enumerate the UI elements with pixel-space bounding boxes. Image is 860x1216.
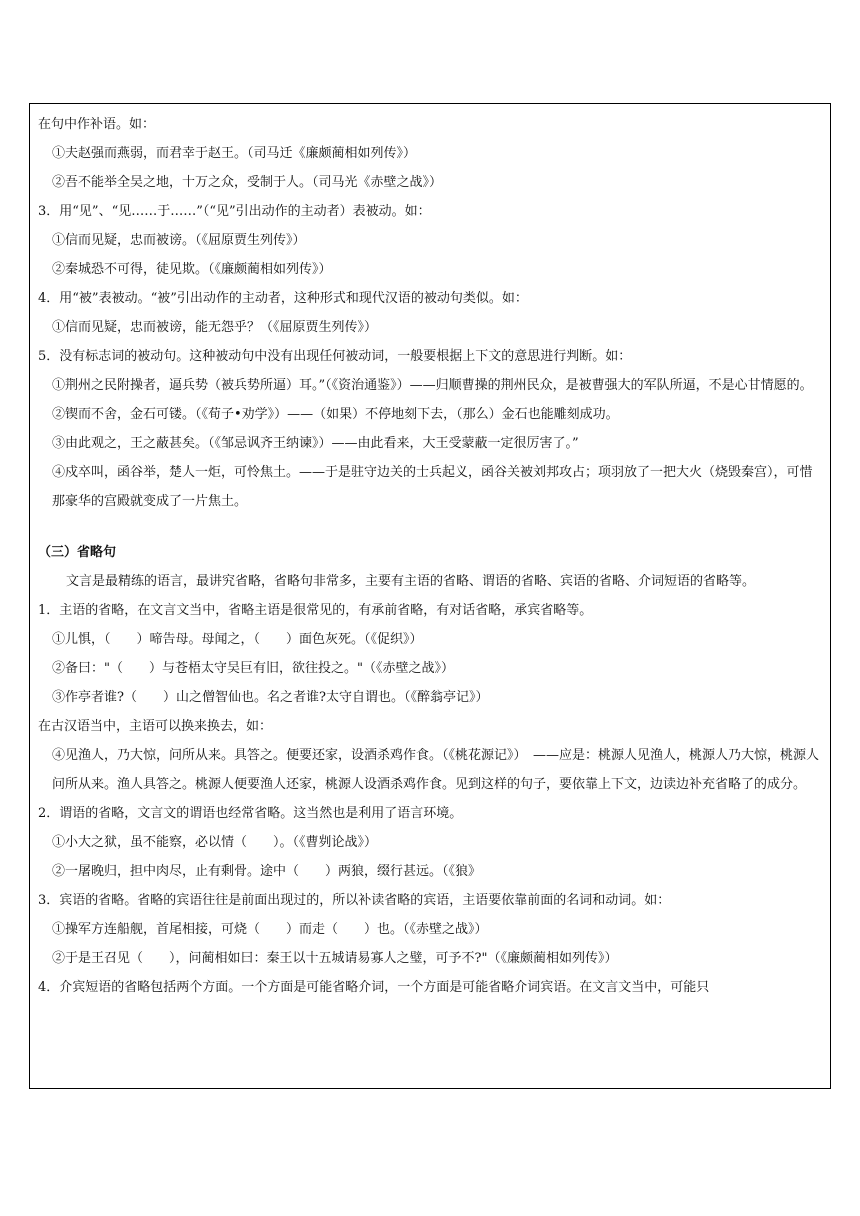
text-line: ①操军方连船舰，首尾相接，可烧（ ）而走（ ）也。（《赤壁之战》） bbox=[52, 922, 488, 937]
text-line: ③作亭者谁?（ ）山之僧智仙也。名之者谁?太守自谓也。（《醉翁亭记》） bbox=[52, 690, 489, 705]
text-line: ④戍卒叫，函谷举，楚人一炬，可怜焦土。——于是驻守边关的士兵起义，函谷关被刘邦攻占；项羽放了一把大火（烧毁秦宫），可惜那豪华的宫殿就变成了一片焦土。 bbox=[52, 465, 813, 509]
text-line: ④见渔人，乃大惊，问所从来。具答之。便要还家，设酒杀鸡作食。（《桃花源记》） ——应是：桃源人见渔人，桃源人乃大惊，桃源人问所从来。渔人具答之。桃源人便要渔人还家，桃源人设酒杀鸡作食。见到这样的句子，要依靠上下文，边读边补充省略了的成分。 bbox=[52, 748, 820, 792]
text-line: ②秦城恐不可得，徒见欺。（《廉颇蔺相如列传》） bbox=[52, 262, 332, 277]
section-intro-text: 文言是最精练的语言，最讲究省略，省略句非常多，主要有主语的省略、谓语的省略、宾语的省略、介词短语的省略等。 bbox=[66, 574, 756, 589]
text-line: 在句中作补语。如： bbox=[38, 117, 156, 132]
text-line: 4．用“被”表被动。“被”引出动作的主动者，这种形式和现代汉语的被动句类似。如： bbox=[38, 291, 528, 306]
text-line: ②备曰："（ ）与苍梧太守吴巨有旧，欲往投之。"（《赤壁之战》） bbox=[52, 661, 454, 676]
text-line: ①夫赵强而燕弱，而君幸于赵王。（司马迁《廉颇蔺相如列传》） bbox=[52, 146, 417, 161]
text-line: ③由此观之，王之蔽甚矣。（《邹忌讽齐王纳谏》）——由此看来，大王受蒙蔽一定很厉害了。” bbox=[52, 436, 579, 451]
text-line: ①荆州之民附操者，逼兵势（被兵势所逼）耳。”（《资治通鉴》）——归顺曹操的荆州民众，是被曹强大的军队所逼，不是心甘情愿的。 bbox=[52, 378, 813, 393]
section-gap bbox=[38, 516, 822, 538]
section-heading: （三）省略句 bbox=[38, 545, 117, 560]
text-line: ②锲而不舍，金石可镂。（《荀子•劝学》）——（如果）不停地刻下去，（那么）金石也能雕刻成功。 bbox=[52, 407, 619, 422]
text-line: 4．介宾短语的省略包括两个方面。一个方面是可能省略介词，一个方面是可能省略介词宾语。在文言文当中，可能只 bbox=[38, 980, 710, 995]
document-frame bbox=[29, 103, 831, 1089]
text-line: ①信而见疑，忠而被谤，能无怨乎？（《屈原贾生列传》） bbox=[52, 320, 378, 335]
text-line: ②一屠晚归，担中肉尽，止有剩骨。途中（ ）两狼，缀行甚远。（《狼》 bbox=[52, 864, 482, 879]
text-line: 1．主语的省略，在文言文当中，省略主语是很常见的，有承前省略，有对话省略，承宾省略等。 bbox=[38, 603, 593, 618]
text-line: 5．没有标志词的被动句。这种被动句中没有出现任何被动词，一般要根据上下文的意思进行判断。如： bbox=[38, 349, 632, 364]
text-line: ①儿惧，（ ）啼告母。母闻之，（ ）面色灰死。（《促织》） bbox=[52, 632, 423, 647]
text-line: ②吾不能举全吴之地，十万之众，受制于人。（司马光《赤壁之战》） bbox=[52, 175, 443, 190]
passive-section bbox=[38, 110, 822, 516]
text-line: 3．宾语的省略。省略的宾语往往是前面出现过的，所以补读省略的宾语，主语要依靠前面的名词和动词。如： bbox=[38, 893, 671, 908]
section-intro bbox=[38, 567, 822, 596]
text-line: ①小大之狱，虽不能察，必以情（ ）。（《曹刿论战》） bbox=[52, 835, 378, 850]
text-line: 3．用“见”、“见……于……”（“见”引出动作的主动者）表被动。如： bbox=[38, 204, 431, 219]
text-line: 在古汉语当中，主语可以换来换去，如： bbox=[38, 719, 273, 734]
text-line: ②于是王召见（ ），问蔺相如曰：秦王以十五城请易寡人之璧，可予不?"（《廉颇蔺相如列传》） bbox=[52, 951, 618, 966]
text-line: ①信而见疑，忠而被谤。（《屈原贾生列传》） bbox=[52, 233, 306, 248]
ellipsis-section bbox=[38, 596, 822, 1002]
text-line: 2．谓语的省略，文言文的谓语也经常省略。这当然也是利用了语言环境。 bbox=[38, 806, 463, 821]
